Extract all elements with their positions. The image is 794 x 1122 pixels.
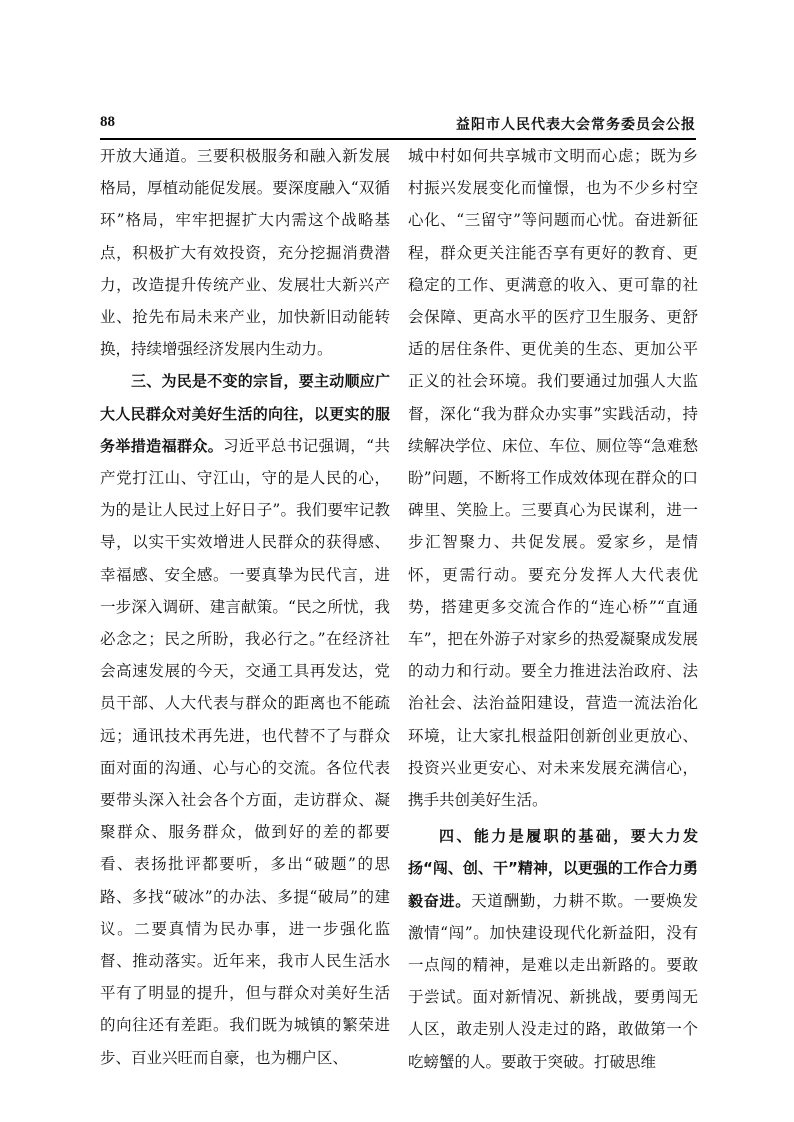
left-column	[100, 140, 390, 1074]
section-heading: 三、为民是不变的宗旨，要主动顺应广大人民群众对美好生活的向往，以更实的服务举措造福群众。	[100, 372, 390, 455]
section-heading: 四、能力是履职的基础，要大力发扬“闯、创、干”精神，以更强的工作合力勇毅奋进。	[408, 827, 698, 910]
page-header	[100, 112, 696, 140]
section-body: 天道酬勤，力耕不欺。一要焕发激情“闯”。加快建设现代化新益阳，没有一点闯的精神，是难以走出新路的。要敢于尝试。面对新情况、新挑战，要勇闯无人区，敢走别人没走过的路，敢做第一个吃螃蟹的人。要敢于突破。打破思维	[408, 891, 698, 1071]
section-paragraph	[408, 820, 698, 1078]
right-column	[408, 140, 698, 1078]
section-paragraph	[100, 365, 390, 1073]
page-number: 88	[100, 114, 115, 130]
section-body: 习近平总书记强调，“共产党打江山、守江山，守的是人民的心，为的是让人民过上好日子”。我们要牢记教导，以实干实效增进人民群众的获得感、幸福感、安全感。一要真挚为民代言，进一步深入调研、建言献策。“民之所忧，我必念之；民之所盼，我必行之。”在经济社会高速发展的今天，交通工具再发达，党员干部、人大代表与群众的距离也不能疏远；通讯技术再先进，也代替不了与群众面对面的沟通、心与心的交流。各位代表要带头深入社会各个方面，走访群众、凝聚群众、服务群众，做到好的差的都要看、表扬批评都要听，多出“破题”的思路、多找“破冰”的办法、多提“破局”的建议。二要真情为民办事，进一步强化监督、推动落实。近年来，我市人民生活水平有了明显的提升，但与群众对美好生活的向往还有差距。我们既为城镇的繁荣进步、百业兴旺而自豪，也为棚户区、	[100, 436, 390, 1067]
paragraph: 城中村如何共享城市文明而心虑；既为乡村振兴发展变化而憧憬，也为不少乡村空心化、“三留守”等问题而心忧。奋进新征程，群众更关注能否享有更好的教育、更稳定的工作、更满意的收入、更可靠的社会保障、更高水平的医疗卫生服务、更舒适的居住条件、更优美的生态、更加公平正义的社会环境。我们要通过加强人大监督，深化“我为群众办实事”实践活动，持续解决学位、床位、车位、厕位等“急难愁盼”问题，不断将工作成效体现在群众的口碑里、笑脸上。三要真心为民谋利，进一步汇智聚力、共促发展。爱家乡，是情怀，更需行动。要充分发挥人大代表优势，搭建更多交流合作的“连心桥”“直通车”，把在外游子对家乡的热爱凝聚成发展的动力和行动。要全力推进法治政府、法治社会、法治益阳建设，营造一流法治化环境，让大家扎根益阳创新创业更放心、投资兴业更安心、对未来发展充满信心，携手共创美好生活。	[408, 147, 698, 810]
journal-title: 益阳市人民代表大会常务委员会公报	[456, 117, 696, 133]
paragraph: 开放大通道。三要积极服务和融入新发展格局，厚植动能促发展。要深度融入“双循环”格局，牢牢把握扩大内需这个战略基点，积极扩大有效投资，充分挖掘消费潜力，改造提升传统产业、发展壮大新兴产业、抢先布局未来产业，加快新旧动能转换，持续增强经济发展内生动力。	[100, 147, 390, 359]
